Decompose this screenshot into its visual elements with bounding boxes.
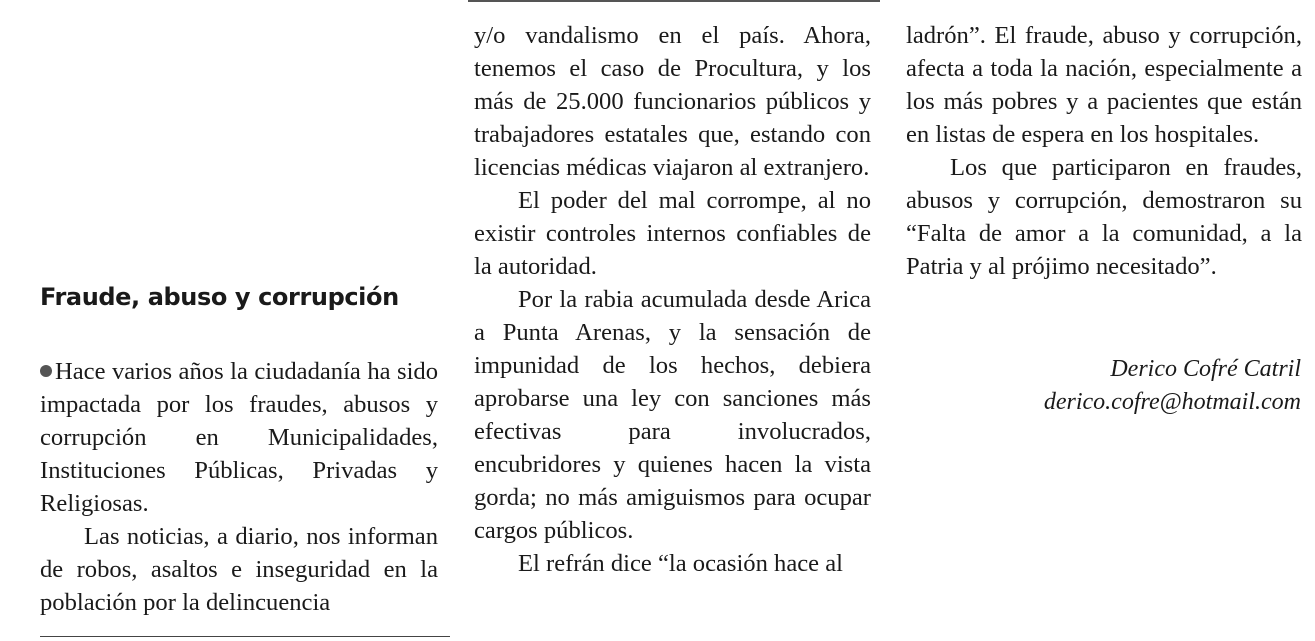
article-column-1 — [40, 355, 438, 619]
column-top-rule — [468, 0, 880, 2]
paragraph-8: Los que participaron en fraudes, abusos y corrupción, demostraron su “Falta de amor a la comunidad, a la Patria y al prójimo necesitado”. — [906, 154, 1302, 280]
paragraph-7: ladrón”. El fraude, abuso y corrupción, afecta a toda la nación, especialmente a los más pobres y a pacientes que están en listas de espera en los hospitales. — [906, 22, 1302, 148]
author-name: Derico Cofré Catril — [1110, 356, 1301, 382]
article-column-3 — [906, 19, 1302, 283]
paragraph-5: Por la rabia acumulada desde Arica a Punta Arenas, y la sensación de impunidad de los hechos, debiera aprobarse una ley con sanciones más efectivas para involucrados, encubridores y quienes hacen la vista gorda; no más amiguismos para ocupar cargos públicos. — [474, 286, 871, 544]
paragraph-1 — [40, 355, 438, 520]
author-signature — [1044, 353, 1301, 419]
paragraph-4: El poder del mal corrompe, al no existir controles internos confiables de la autoridad. — [474, 187, 871, 280]
article-column-2 — [474, 19, 871, 580]
bullet-icon — [40, 365, 52, 377]
column-divider-rule — [40, 636, 450, 637]
article-headline: Fraude, abuso y corrupción — [40, 283, 399, 311]
paragraph-3: y/o vandalismo en el país. Ahora, tenemos el caso de Procultura, y los más de 25.000 funcionarios públicos y trabajadores estatales que, estando con licencias médicas viajaron al extranjero. — [474, 22, 871, 181]
paragraph-6: El refrán dice “la ocasión hace al — [518, 550, 843, 577]
paragraph-2: Las noticias, a diario, nos informan de robos, asaltos e inseguridad en la población por la delincuencia — [40, 523, 438, 616]
author-email: derico.cofre@hotmail.com — [1043, 389, 1301, 415]
paragraph-1-text: Hace varios años la ciudadanía ha sido impactada por los fraudes, abusos y corrupción en Municipalidades, Instituciones Públicas, Privadas y Religiosas. — [40, 358, 438, 517]
